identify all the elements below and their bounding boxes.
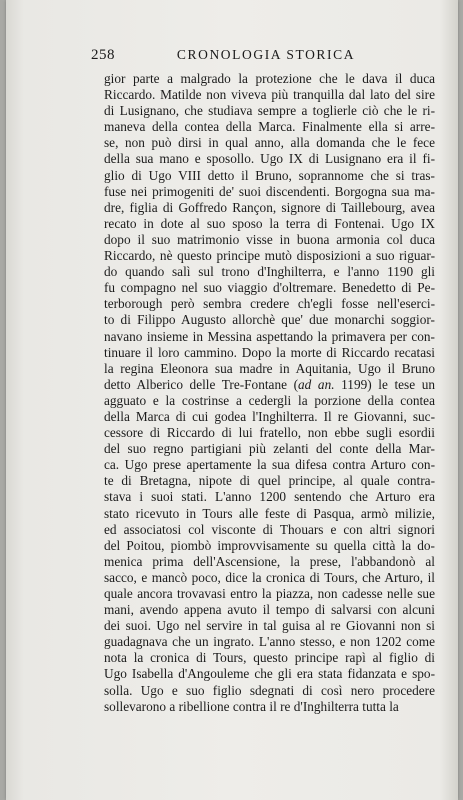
text-line: stava i suoi stati. L'anno 1200 sentendo che Arturo era [104,489,435,505]
text-line: sollevarono a ribellione contra il re d'Inghilterra tutta la [104,698,399,714]
text-line: Riccardo. Matilde non viveva più tranquilla dal lato del sire [104,87,435,103]
text-line: gior parte a malgrado la protezione che le dava il duca [104,71,435,86]
text-line: tinuare il loro cammino. Dopo la morte di Riccardo recatasi [104,344,435,360]
text-line: recato in dote al suo sposo la terra di Fontenai. Ugo IX [104,215,435,231]
text-line: la regina Eleonora sua madre in Aquitania, Ugo il Bruno [104,360,435,376]
text-line: to di Filippo Augusto allorchè que' due monarchi soggior- [104,312,435,328]
text-line: se, non può dirsi in qual anno, alla domanda che le fece [104,135,435,151]
body-text [104,71,435,715]
text-line: della Marca di cui godea l'Inghilterra. Il re Giovanni, suc- [104,408,435,424]
text-line: mani, avendo appena avuto il tempo di salvarsi con alcuni [104,602,435,618]
text-line: terborough però sembra credere ch'egli fosse nell'eserci- [104,296,435,312]
text-line: fu compagno nel suo viaggio d'oltremare. Benedetto di Pe- [104,280,435,296]
text-line: di Lusignano, che studiava sempre a toglierle ciò che le ri- [104,103,435,119]
running-head-title: CRONOLOGIA STORICA [176,47,356,62]
text-line: dopo il suo matrimonio visse in buona armonia col duca [104,231,435,247]
text-line: sacco, e mancò poco, dice la cronica di Tours, che Arturo, il [104,569,435,585]
text-line: agguato e la costrinse a cedergli la porzione della contea [104,392,435,408]
text-line: navano insieme in Messina aspettando la primavera per con- [104,328,435,344]
citation-italic: ad an. [298,376,335,392]
text-line: maneva della contea della Marca. Finalmente ella si arre- [104,119,435,135]
text-line: stato ricevuto in Tours alle feste di Pasqua, armò milizie, [104,505,435,521]
text-line: menica prima dell'Ascensione, la prese, l'abbandonò al [104,553,435,569]
text-line: dei suoi. Ugo nel servire in tal guisa al re Giovanni non si [104,618,435,634]
text-line: nota la cronica di Tours, questo principe rapì al figlio di [104,650,435,666]
text-line: del suo regno partigiani più zelanti del conte della Mar- [104,441,435,457]
text-line: detto Alberico delle Tre-Fontane (ad an. 1199) le tese un [104,376,435,392]
text-line: cessore di Riccardo di lui fratello, non ebbe sugli esordii [104,425,435,441]
text-line: dre, figlia di Goffredo Rançon, signore di Taillebourg, avea [104,199,435,215]
text-line: solla. Ugo e suo figlio sdegnati di così nero procedere [104,682,435,698]
text-line: do quando salì sul trono d'Inghilterra, e l'anno 1190 gli [104,264,435,280]
text-line: della sua mano e sposollo. Ugo IX di Lusignano era il fi- [104,151,435,167]
text-line: ca. Ugo prese apertamente la sua difesa contra Arturo con- [104,457,435,473]
text-line: ed associatosi col visconte di Thouars e con altri signori [104,521,435,537]
text-line: guadagnava che un ingrato. L'anno stesso, e non 1202 come [104,634,435,650]
book-page [6,0,458,800]
running-head [91,47,441,65]
text-line: Riccardo, nè questo principe mutò disposizioni a suo riguar- [104,248,435,264]
text-line: fuse nei primogeniti de' suoi discendenti. Borgogna sua ma- [104,183,435,199]
text-line: Ugo Isabella d'Angouleme che gli era stata fidanzata e spo- [104,666,435,682]
text-line: quale ancora trovavasi entro la piazza, non cadesse nelle sue [104,586,435,601]
page-number: 258 [91,47,115,63]
text-line: te di Bretagna, nipote di quel principe, al quale contra- [104,473,435,489]
text-line: del Poitou, piombò improvvisamente su quella città la do- [104,537,435,553]
text-line: glio di Ugo VIII detto il Bruno, soprannome che si tras- [104,167,435,183]
